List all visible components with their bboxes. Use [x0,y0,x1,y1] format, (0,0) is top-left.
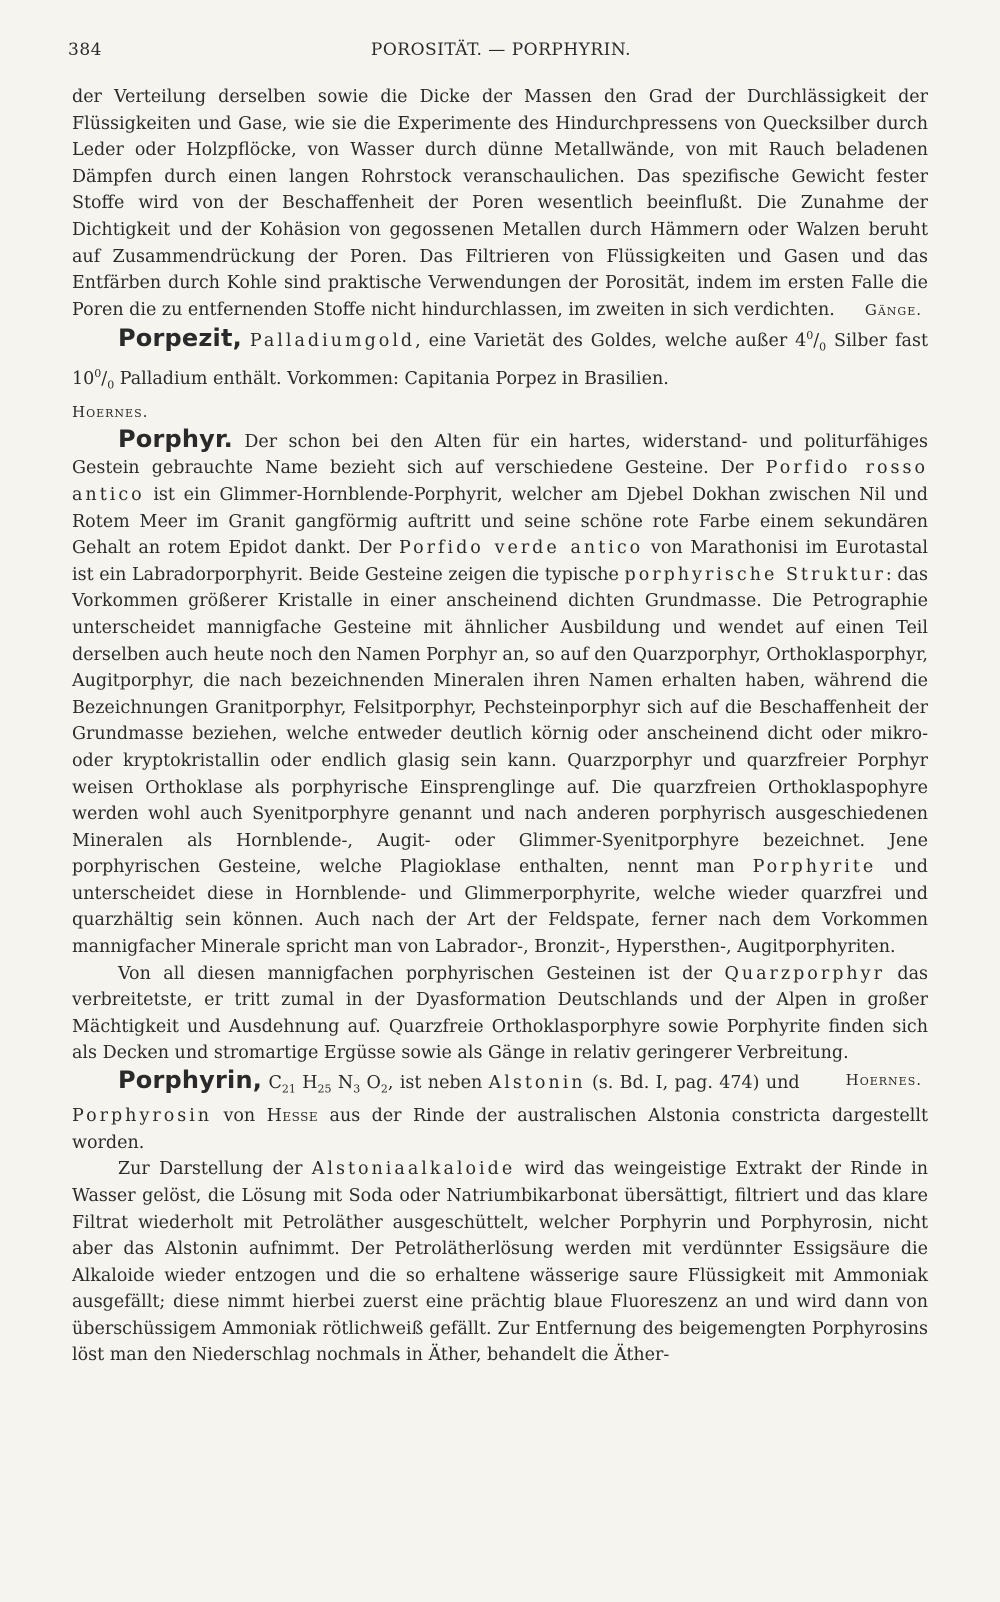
person-hesse: Hesse [266,1106,319,1127]
porphyrin-text: aus der Rinde der australischen Alstonia constricta dargestellt worden. [72,1106,928,1153]
porpezit-text-1: , eine Varietät des Goldes, welche außer 4 [415,331,807,352]
term-porfido-rosso-antico: Porfido rosso antico [72,458,928,505]
lemma-porphyr: Porphyr. [118,424,233,453]
page-header [68,40,934,70]
porphyrin-text: wird das weingeistige Extrakt der Rinde in Wasser gelöst, die Lösung mit Soda oder Natriumbikarbonat übersättigt, filtriert und das klare Filtrat wiederholt mit Petroläther ausgeschüttelt, welcher Porphyrin und Porphyrosin, nicht aber das Alstonin aufnimmt. Der Petrolätherlösung werden mit verdünnter Essigsäure die Alkaloide wieder entzogen und die so erhaltene wässerige saure Flüssigkeit mit Ammoniak ausgefällt; diese nimmt hierbei zuerst eine prächtig blaue Fluoreszenz an und wird dann von überschüssigem Ammoniak rötlichweiß gefällt. Zur Entfernung des beigemengten Porphyrosins löst man den Niederschlag nochmals in Äther, behandelt die Äther- [72,1159,928,1366]
porphyrin-paragraph-2 [72,1156,928,1369]
porphyr-text: das verbreitetste, er tritt zumal in der Dyasformation Deutschlands und der Alpen in großer Mächtigkeit und Ausdehnung auf. Quarzfreie Orthoklasporphyre sowie Porphyrite finden sich als Decken und stromartige Ergüsse sowie als Gänge in relativ geringerer Verbreitung. [72,963,928,1064]
porphyrin-text: Zur Darstellung der [118,1159,312,1180]
entry-porphyrin [72,1067,928,1156]
author-signature: Gänge. [864,300,922,319]
term-porphyrische-struktur: porphyrische Struktur [624,564,886,585]
lemma-porphyrin: Porphyrin, [118,1066,263,1095]
porphyrin-text: , ist neben [387,1073,489,1094]
percent-sign-bottom: 0 [107,378,115,392]
running-title: POROSITÄT. — PORPHYRIN. [370,40,632,60]
porphyr-text: von Marathonisi im Eurotastal ist ein Labradorporphyrit. Beide Gesteine zeigen die typische [72,538,928,585]
percent-sign-top: 0 [806,329,814,343]
porphyr-text: und unterscheidet diese in Hornblende- und Glimmerporphyrite, welche wieder quarzfrei und quarzhältig sein können. Auch nach der Art der Feldspate, ferner nach dem Vorkommen mannigfacher Minerale spricht man von Labrador-, Bronzit-, Hypersthen-, Augitporphyriten. [72,857,928,958]
porphyr-text: : das Vorkommen größerer Kristalle in einer anscheinend dichten Grundmasse. Die Petrographie unterscheidet mannigfache Gesteine mit ähnlicher Ausbildung und wendet auf einen Teil derselben auch heute noch den Namen Porphyr an, so auf den Quarzporphyr, Orthoklasporphyr, Augitporphyr, die nach bezeichnenden Mineralen ihren Namen erhalten haben, während die Bezeichnungen Granitporphyr, Felsitporphyr, Pechsteinporphyr sich auf die Beschaffenheit der Grundmasse beziehen, welche entweder deutlich körnig oder anscheinend dicht oder mikro- oder kryptokristallin oder endlich glasig sein kann. Quarzporphyr und quarzfreier Porphyr weisen Orthoklase als porphyrische Einsprenglinge auf. Die quarzfreien Orthoklaspophyre werden wohl auch Syenitporphyre genannt und nach anderen porphyrisch ausgeschiedenen Mineralen als Hornblende-, Augit- oder Glimmer-Syenitporphyre bezeichnet. Jene porphyrischen Gesteine, welche Plagioklase enthalten, nennt man [72,564,929,878]
author-signature: Hoernes. [845,1071,922,1090]
term-alstoniaalkaloide: Alstoniaalkaloide [311,1159,516,1180]
page-number: 384 [68,40,102,60]
lemma-porpezit: Porpezit, [118,324,242,353]
percent-sign-top: 0 [94,367,102,381]
term-porphyrite: Porphyrite [752,857,877,878]
term-porphyrosin: Porphyrosin [72,1106,213,1127]
chemical-formula: $C_{21}$ $H_{25}$ $N_3$ $O_2$ [268,1073,388,1096]
page-body [72,84,928,1369]
entry-porpezit: Porpezit, Palladiumgold, eine Varietät des Goldes, welche außer $4^0/_0$ Silber fast $10^0/_0$ Palladium enthält. Vorkommen: Capitania Porpez in Brasilien. [72,324,928,392]
porpezit-text-2: Silber fast 10 [72,331,928,390]
porphyr-text: Der schon bei den Alten für ein hartes, widerstand- und politurfähiges Gestein gebrauchte Name bezieht sich auf verschiedene Gesteine. Der [72,431,928,479]
porpezit-text-3: Palladium enthält. Vorkommen: Capitania Porpez in Brasilien. [114,369,669,390]
porphyrin-text: von [212,1106,267,1127]
porphyr-text: ist ein Glimmer-Hornblende-Porphyrit, welcher am Djebel Dokhan zwischen Nil und Rotem Meer im Granit gangförmig auftritt und seine schöne rote Farbe einem sekundären Gehalt an rotem Epidot dankt. Der [72,484,928,559]
term-palladiumgold: Palladiumgold [249,331,416,352]
porphyrin-text: (s. Bd. I, pag. 474) und [585,1073,800,1094]
porositaet-paragraph [72,84,928,323]
term-alstonin: Alstonin [488,1073,586,1094]
porphyr-text: Von all diesen mannigfachen porphyrischen Gesteinen ist der [118,963,725,984]
entry-porphyr [72,426,928,961]
porositaet-text: der Verteilung derselben sowie die Dicke der Massen den Grad der Durchlässigkeit der Flüssigkeiten und Gase, wie sie die Experimente des Hindurchpressens von Quecksilber durch Leder oder Holzpflöcke, von Wasser durch dünne Metallwände, von mit Rauch beladenen Dämpfen durch einen langen Rohrstock veranschaulichen. Das spezifische Gewicht fester Stoffe wird von der Beschaffenheit der Poren wesentlich beeinflußt. Die Zunahme der Dichtigkeit und der Kohäsion von gegossenen Metallen durch Hämmern oder Walzen beruht auf Zusammendrückung der Poren. Das Filtrieren von Flüssigkeiten und Gasen und das Entfärben durch Kohle sind praktische Verwendungen der Porosität, indem im ersten Falle die Poren die zu entfernenden Stoffe nicht hindurchlassen, im zweiten in sich verdichten. [72,87,928,320]
author-signature: Hoernes. [72,403,149,422]
term-porfido-verde-antico: Porfido verde antico [399,538,644,559]
term-quarzporphyr: Quarzporphyr [724,963,885,984]
percent-sign-bottom: 0 [819,340,827,354]
